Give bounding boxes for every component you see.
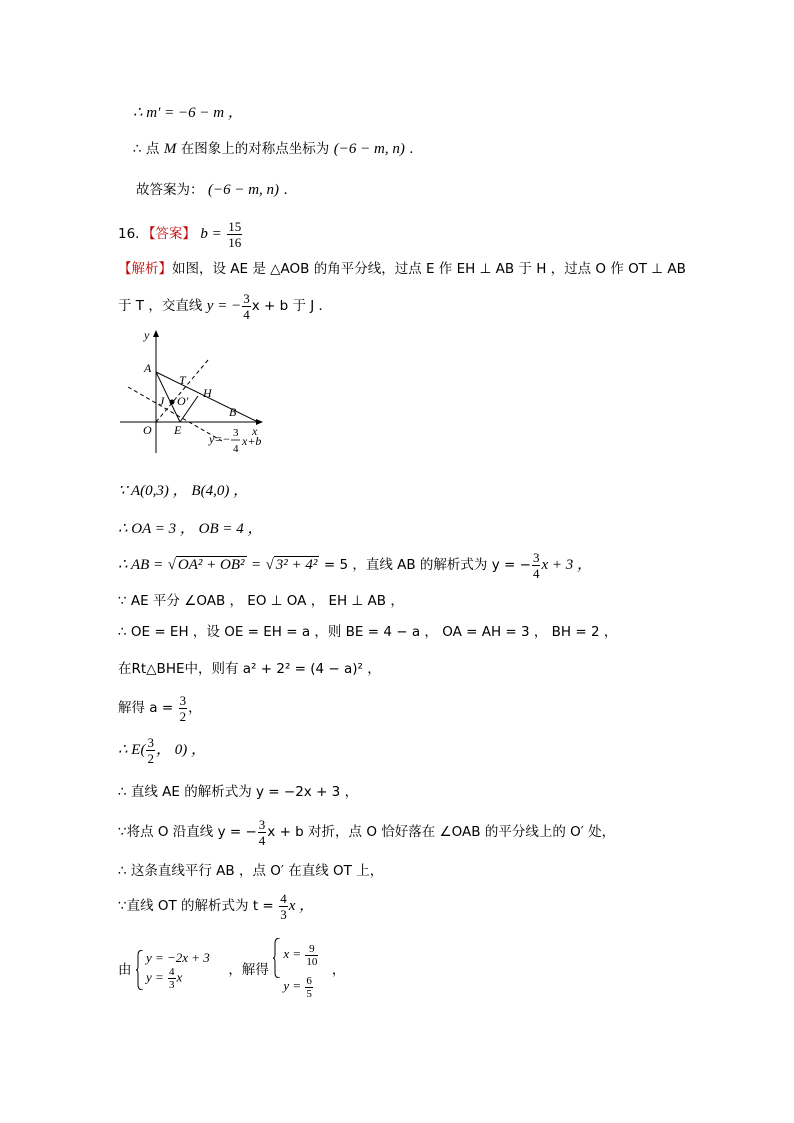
- label-A: A: [144, 361, 152, 375]
- label-line-den: 4: [233, 443, 239, 455]
- fraction: [242, 291, 251, 322]
- sqrt-sign: √: [167, 557, 176, 573]
- numerator: 3: [532, 549, 540, 565]
- text: 在图象上的对称点坐标为: [180, 141, 330, 157]
- question-16-answer: [118, 218, 243, 250]
- denominator: 2: [147, 750, 154, 766]
- denominator: 16: [228, 234, 242, 250]
- numerator: 4: [169, 965, 175, 978]
- denominator: 3: [280, 906, 287, 922]
- math: M: [163, 141, 177, 157]
- text: ∴ 点: [133, 141, 160, 157]
- math: x + 3 ，: [541, 557, 592, 573]
- denominator: 4: [532, 565, 540, 581]
- analysis-intro: [118, 259, 686, 279]
- numerator: 4: [280, 890, 287, 906]
- line-fold: [118, 816, 615, 848]
- analysis-tag: 【解析】: [118, 261, 172, 277]
- text: ，: [188, 700, 202, 716]
- line-answer: [136, 180, 297, 200]
- text: x + b 于 J ．: [251, 298, 333, 314]
- geometry-figure: [110, 325, 280, 460]
- equation-row: [283, 970, 327, 1002]
- label-B: B: [229, 405, 237, 419]
- math: ∴ AB =: [118, 557, 164, 573]
- denominator: 3: [169, 978, 175, 991]
- y-axis-arrow: [153, 330, 159, 337]
- label-T: T: [179, 373, 186, 387]
- text: 于 T ，交直线: [118, 298, 203, 314]
- math: y =: [145, 968, 164, 984]
- line-pythagoras: 在Rt△BHE中，则有 a² + 2² = (4 − a)² ，: [118, 661, 381, 677]
- numerator: 3: [243, 290, 250, 306]
- line-solve-a: [118, 692, 202, 724]
- text: ．: [409, 141, 423, 157]
- math: =: [250, 557, 262, 573]
- text: x + b 对折，点 O 恰好落在 ∠OAB 的平分线上的 O′ 处，: [267, 824, 616, 840]
- fraction: [279, 891, 288, 922]
- line-OE-EH: ∴ OE = EH ，设 OE = EH = a ，则 BE = 4 − a ， OA = AH = 3 ， BH = 2 ，: [118, 624, 618, 640]
- sqrt-sign: √: [265, 557, 274, 573]
- math: (−6 − m, n): [207, 182, 280, 198]
- brace-icon: [136, 950, 144, 990]
- text: 解得 a =: [118, 700, 174, 716]
- fraction: [168, 966, 176, 991]
- line-symmetric-point: [133, 139, 423, 159]
- label-line-eq: y=−: [209, 432, 231, 446]
- label-O: O: [143, 423, 152, 437]
- denominator: 2: [179, 708, 187, 724]
- brace-icon: [273, 938, 281, 978]
- fraction: [258, 817, 267, 848]
- text: ，: [331, 962, 346, 978]
- text: ∵将点 O 沿直线 y = −: [118, 824, 257, 840]
- math: x =: [283, 946, 302, 961]
- math: b =: [200, 226, 222, 242]
- denominator: 4: [258, 832, 266, 848]
- math: x ，: [288, 898, 315, 914]
- line-AE-equation: ∴ 直线 AE 的解析式为 y = −2x + 3 ，: [118, 784, 359, 800]
- math: y = −: [206, 298, 242, 314]
- fraction: [146, 735, 155, 766]
- sqrt-content: OA² + OB²: [177, 557, 245, 573]
- analysis-intro-cont: [118, 290, 332, 322]
- math: y =: [283, 978, 302, 993]
- math: x: [176, 968, 183, 984]
- equation-row: [146, 966, 224, 991]
- text: ．: [283, 182, 297, 198]
- label-line-tail: x+b: [242, 434, 262, 448]
- numerator: 3: [258, 816, 266, 832]
- math: ∴ E(: [118, 742, 146, 758]
- label-line-num: 3: [233, 427, 239, 439]
- text: 由: [118, 962, 132, 978]
- text: 如图，设 AE 是 △AOB 的角平分线，过点 E 作 EH ⊥ AB 于 H ，过点 O 作 OT ⊥ AB: [172, 261, 686, 277]
- line-parallel: ∴ 这条直线平行 AB ，点 O′ 在直线 OT 上，: [118, 863, 384, 879]
- numerator: 3: [147, 734, 154, 750]
- answer-tag: 【答案】: [148, 226, 196, 242]
- numerator: 3: [179, 692, 187, 708]
- fraction: [179, 693, 188, 724]
- numerator: 15: [228, 218, 242, 234]
- line-AB: [118, 549, 592, 581]
- line-point-E: [118, 734, 206, 766]
- denominator: 4: [243, 306, 250, 322]
- denominator: 10: [306, 955, 318, 968]
- label-y: y: [144, 328, 150, 342]
- numerator: 6: [306, 974, 312, 987]
- equation-system-1: [136, 950, 224, 991]
- line-bisector: ∵ AE 平分 ∠OAB ， EO ⊥ OA ， EH ⊥ AB ，: [118, 593, 404, 609]
- math: ， 0) ，: [155, 742, 206, 758]
- line-OT-equation: [118, 890, 314, 922]
- line-m-prime: ∴ m′ = −6 − m ，: [133, 105, 243, 121]
- denominator: 5: [306, 987, 312, 1000]
- text: = 5 ，直线 AB 的解析式为 y = −: [323, 557, 531, 573]
- fraction: [305, 943, 318, 968]
- math: (−6 − m, n): [333, 141, 405, 157]
- text: ∵直线 OT 的解析式为 t =: [118, 898, 274, 914]
- label-x: x: [252, 424, 258, 438]
- numerator: 9: [305, 943, 318, 956]
- label-E: E: [174, 423, 182, 437]
- equation-row: [283, 938, 327, 970]
- point-O-prime: [170, 400, 175, 405]
- sqrt-content: 3² + 4²: [275, 557, 318, 573]
- label-H: H: [203, 386, 212, 400]
- equation-row: y = −2x + 3: [145, 949, 210, 965]
- text: 故答案为：: [136, 182, 204, 198]
- question-number: 16．: [118, 226, 149, 242]
- text: ，解得: [228, 962, 269, 978]
- label-J: J: [159, 394, 165, 408]
- fraction: [227, 219, 242, 250]
- fraction: [532, 550, 541, 581]
- line-OT: [156, 360, 208, 422]
- fraction: [305, 975, 313, 1000]
- line-system: [118, 936, 345, 1004]
- line-OA-OB: ∴ OA = 3 ， OB = 4 ，: [118, 521, 263, 537]
- label-O-prime: O′: [177, 394, 189, 408]
- line-coordinates: ∵ A(0,3) ， B(4,0) ，: [118, 483, 249, 499]
- equation-system-2: [273, 938, 327, 1002]
